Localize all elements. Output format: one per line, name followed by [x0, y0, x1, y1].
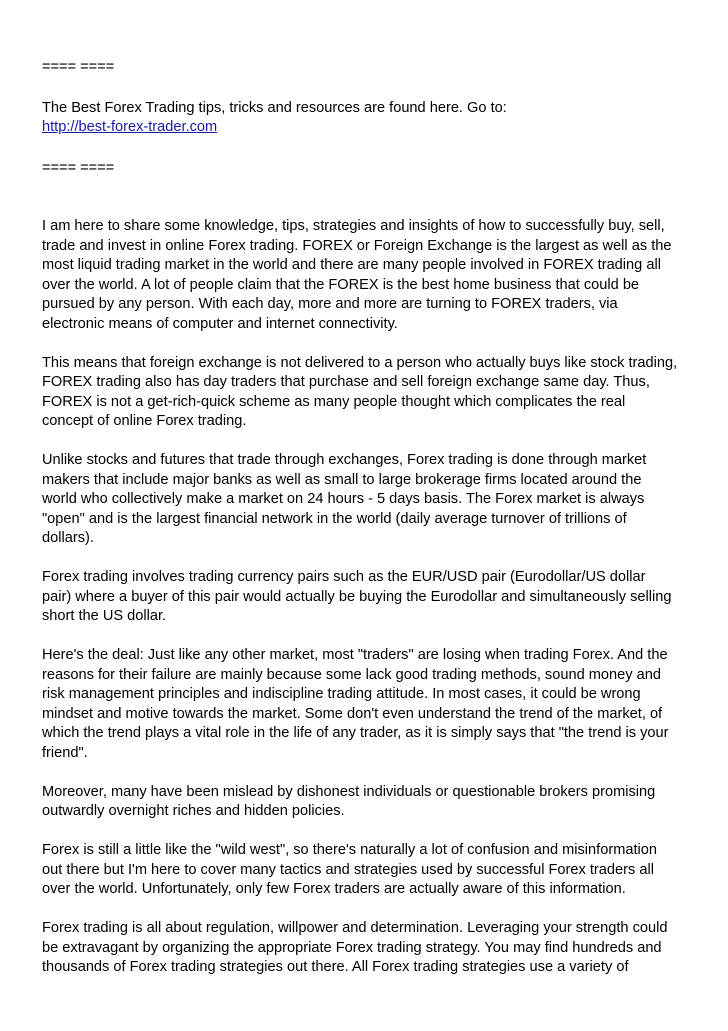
paragraph-line: Moreover, many have been mislead by dishonest individuals or questionable brokers promising — [42, 783, 656, 800]
separator-top: ==== ==== — [42, 59, 115, 75]
paragraph-line: FOREX trading also has day traders that purchase and sell foreign exchange same day. Thus, — [42, 374, 650, 390]
paragraph-line: I am here to share some knowledge, tips, strategies and insights of how to successfully buy, sell, — [42, 218, 665, 234]
paragraph-line: be extravagant by organizing the appropriate Forex trading strategy. You may find hundreds and — [42, 939, 662, 956]
paragraph-line: short the US dollar. — [42, 608, 167, 624]
paragraph-line: most liquid trading market in the world and there are many people involved in FOREX trading all — [42, 257, 661, 273]
paragraph-line: over the world. Unfortunately, only few Forex traders are actually aware of this information. — [42, 881, 626, 897]
paragraph — [42, 354, 692, 432]
paragraph — [42, 783, 692, 822]
paragraph-line: thousands of Forex trading strategies out there. All Forex trading strategies use a variety of — [42, 959, 629, 975]
paragraph-line: Forex trading is all about regulation, willpower and determination. Leveraging your strength could — [42, 920, 668, 936]
paragraph-line: out there but I'm here to cover many tactics and strategies used by successful Forex traders all — [42, 861, 654, 878]
paragraph-line: This means that foreign exchange is not delivered to a person who actually buys like stock trading, — [42, 354, 678, 371]
paragraph — [42, 217, 692, 334]
separator-bottom: ==== ==== — [42, 159, 115, 176]
paragraph-line: makers that include major banks as well as small to large brokerage firms located around the — [42, 471, 642, 488]
paragraph-line: "open" and is the largest financial network in the world (daily average turnover of trillions of — [42, 510, 627, 527]
paragraph-line: friend". — [42, 744, 88, 761]
article-body — [42, 217, 692, 978]
paragraph-line: pursued by any person. With each day, more and more are turning to FOREX traders, via — [42, 296, 618, 312]
paragraph — [42, 646, 692, 763]
paragraph — [42, 568, 692, 627]
paragraph-line: mindset and motive towards the market. Some don't even understand the trend of the market, of — [42, 705, 663, 722]
paragraph-line: Here's the deal: Just like any other market, most "traders" are losing when trading Forex. And the — [42, 647, 668, 663]
paragraph-line: trade and invest in online Forex trading. FOREX or Foreign Exchange is the largest as well as the — [42, 237, 672, 254]
paragraph-line: Unlike stocks and futures that trade through exchanges, Forex trading is done through market — [42, 452, 647, 468]
website-link[interactable]: http://best-forex-trader.com — [42, 119, 218, 135]
paragraph — [42, 451, 692, 549]
paragraph-line: outwardly overnight riches and hidden policies. — [42, 803, 345, 819]
paragraph-line: over the world. A lot of people claim that the FOREX is the best home business that could be — [42, 276, 640, 293]
paragraph-line: which the trend plays a vital role in the life of any trader, as it is simply says that "the trend is your — [42, 725, 669, 741]
paragraph-line: risk management principles and indiscipline trading attitude. In most cases, it could be wrong — [42, 686, 641, 702]
paragraph-line: Forex is still a little like the "wild west", so there's naturally a lot of confusion and misinformation — [42, 842, 657, 858]
paragraph-line: dollars). — [42, 530, 94, 546]
paragraph-line: pair) where a buyer of this pair would actually be buying the Eurodollar and simultaneously selling — [42, 588, 672, 605]
paragraph-line: world who collectively make a market on 24 hours - 5 days basis. The Forex market is always — [42, 491, 645, 507]
paragraph — [42, 919, 692, 978]
paragraph-line: FOREX is not a get-rich-quick scheme as many people thought which complicates the real — [42, 393, 626, 410]
paragraph-line: reasons for their failure are mainly because some lack good trading methods, sound money and — [42, 666, 661, 683]
intro-text: The Best Forex Trading tips, tricks and resources are found here. Go to: — [42, 99, 507, 116]
paragraph-line: electronic means of computer and internet connectivity. — [42, 315, 398, 332]
document-page — [42, 58, 692, 997]
paragraph — [42, 841, 692, 900]
paragraph-line: Forex trading involves trading currency pairs such as the EUR/USD pair (Eurodollar/US dollar — [42, 569, 646, 585]
paragraph-line: concept of online Forex trading. — [42, 413, 247, 429]
